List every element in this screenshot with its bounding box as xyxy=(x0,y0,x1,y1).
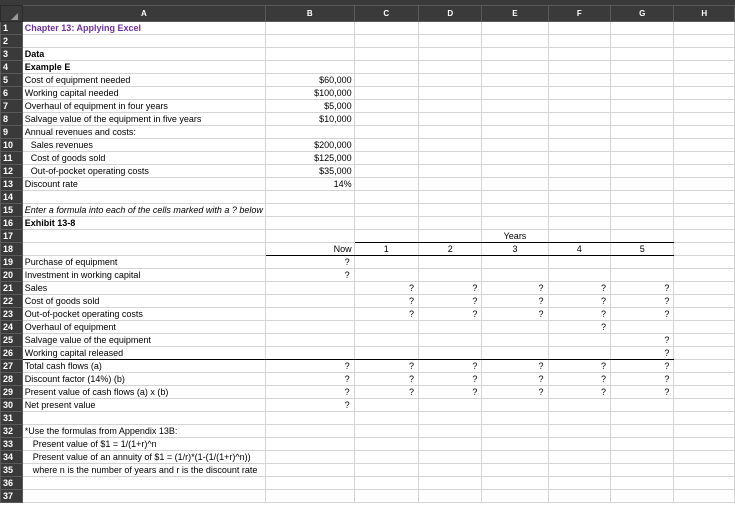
formula-cell[interactable]: ? xyxy=(482,373,548,386)
row-header[interactable]: 6 xyxy=(1,87,23,100)
row-header[interactable]: 33 xyxy=(1,438,23,451)
row-16 xyxy=(1,217,735,230)
spreadsheet-grid xyxy=(0,5,735,503)
formula-cell[interactable]: ? xyxy=(611,347,674,360)
formula-cell[interactable]: ? xyxy=(611,386,674,399)
row-34 xyxy=(1,451,735,464)
row-header[interactable]: 23 xyxy=(1,308,23,321)
line-label[interactable]: Present value of cash flows (a) x (b) xyxy=(22,386,265,399)
row-20 xyxy=(1,269,735,282)
formula-cell[interactable]: ? xyxy=(611,360,674,373)
line-label[interactable]: Salvage value of the equipment xyxy=(22,334,265,347)
data-label[interactable]: Data xyxy=(22,48,265,61)
row-header[interactable]: 17 xyxy=(1,230,23,243)
formula-cell[interactable]: ? xyxy=(265,386,354,399)
example-label[interactable]: Example E xyxy=(22,61,265,74)
line-label[interactable]: Total cash flows (a) xyxy=(22,360,265,373)
row-18 xyxy=(1,243,735,256)
formula-cell[interactable]: ? xyxy=(548,386,610,399)
column-header-d[interactable]: D xyxy=(419,6,482,22)
row-header[interactable]: 2 xyxy=(1,35,23,48)
discount-rate-label[interactable]: Discount rate xyxy=(22,178,265,191)
row-header[interactable]: 34 xyxy=(1,451,23,464)
formula-cell[interactable]: ? xyxy=(419,373,482,386)
year-header-1[interactable]: 1 xyxy=(354,243,418,256)
row-9 xyxy=(1,126,735,139)
line-label[interactable]: Discount factor (14%) (b) xyxy=(22,373,265,386)
formula-cell[interactable]: ? xyxy=(419,308,482,321)
input-value[interactable]: $5,000 xyxy=(265,100,354,113)
note-text[interactable]: Present value of $1 = 1/(1+r)^n xyxy=(22,438,265,451)
row-header[interactable]: 35 xyxy=(1,464,23,477)
formula-cell[interactable]: ? xyxy=(265,373,354,386)
line-label[interactable]: Working capital released xyxy=(22,347,265,360)
row-29 xyxy=(1,386,735,399)
row-header[interactable]: 3 xyxy=(1,48,23,61)
formula-cell[interactable]: ? xyxy=(482,386,548,399)
formula-cell[interactable]: ? xyxy=(354,295,418,308)
row-header[interactable]: 10 xyxy=(1,139,23,152)
row-14 xyxy=(1,191,735,204)
formula-cell[interactable]: ? xyxy=(548,321,610,334)
formula-cell[interactable]: ? xyxy=(548,308,610,321)
row-header[interactable]: 32 xyxy=(1,425,23,438)
now-header[interactable]: Now xyxy=(265,243,354,256)
formula-cell[interactable]: ? xyxy=(548,360,610,373)
formula-cell[interactable]: ? xyxy=(265,399,354,412)
row-header[interactable]: 7 xyxy=(1,100,23,113)
exhibit-label[interactable]: Exhibit 13-8 xyxy=(22,217,265,230)
formula-cell[interactable]: ? xyxy=(265,256,354,269)
row-36 xyxy=(1,477,735,490)
row-30 xyxy=(1,399,735,412)
row-header[interactable]: 14 xyxy=(1,191,23,204)
discount-rate-value[interactable]: 14% xyxy=(265,178,354,191)
formula-cell[interactable]: ? xyxy=(611,334,674,347)
formula-cell[interactable]: ? xyxy=(354,308,418,321)
row-4 xyxy=(1,61,735,74)
input-value[interactable]: $10,000 xyxy=(265,113,354,126)
row-header[interactable]: 5 xyxy=(1,74,23,87)
formula-cell[interactable]: ? xyxy=(354,373,418,386)
row-15 xyxy=(1,204,735,217)
row-25 xyxy=(1,334,735,347)
formula-cell[interactable]: ? xyxy=(419,282,482,295)
formula-cell[interactable]: ? xyxy=(265,360,354,373)
row-header[interactable]: 18 xyxy=(1,243,23,256)
formula-cell[interactable]: ? xyxy=(548,373,610,386)
annual-item-value[interactable]: $125,000 xyxy=(265,152,354,165)
select-all-corner[interactable] xyxy=(1,6,23,22)
row-header[interactable]: 28 xyxy=(1,373,23,386)
formula-cell[interactable]: ? xyxy=(482,360,548,373)
row-10 xyxy=(1,139,735,152)
note-text[interactable]: where n is the number of years and r is the discount rate xyxy=(22,464,265,477)
year-header-5[interactable]: 5 xyxy=(611,243,674,256)
formula-cell[interactable]: ? xyxy=(419,386,482,399)
instruction-text[interactable]: Enter a formula into each of the cells marked with a ? below xyxy=(22,204,265,217)
row-header[interactable]: 22 xyxy=(1,295,23,308)
select-all-icon xyxy=(11,13,18,20)
year-header-3[interactable]: 3 xyxy=(482,243,548,256)
formula-cell[interactable]: ? xyxy=(419,360,482,373)
row-33 xyxy=(1,438,735,451)
row-header[interactable]: 27 xyxy=(1,360,23,373)
row-3 xyxy=(1,48,735,61)
row-27 xyxy=(1,360,735,373)
row-23 xyxy=(1,308,735,321)
line-label[interactable]: Sales xyxy=(22,282,265,295)
line-label[interactable]: Overhaul of equipment xyxy=(22,321,265,334)
formula-cell[interactable]: ? xyxy=(419,295,482,308)
sheet-title[interactable]: Chapter 13: Applying Excel xyxy=(22,22,265,35)
note-text[interactable]: *Use the formulas from Appendix 13B: xyxy=(22,425,265,438)
row-header[interactable]: 8 xyxy=(1,113,23,126)
row-header[interactable]: 29 xyxy=(1,386,23,399)
row-11 xyxy=(1,152,735,165)
row-6 xyxy=(1,87,735,100)
row-header[interactable]: 31 xyxy=(1,412,23,425)
row-header[interactable]: 30 xyxy=(1,399,23,412)
formula-cell[interactable]: ? xyxy=(611,373,674,386)
input-value[interactable]: $60,000 xyxy=(265,74,354,87)
annual-item-value[interactable]: $200,000 xyxy=(265,139,354,152)
input-label[interactable]: Overhaul of equipment in four years xyxy=(22,100,265,113)
row-header[interactable]: 1 xyxy=(1,22,23,35)
column-header-b[interactable]: B xyxy=(265,6,354,22)
row-header[interactable]: 20 xyxy=(1,269,23,282)
row-12 xyxy=(1,165,735,178)
column-header-f[interactable]: F xyxy=(548,6,610,22)
row-header[interactable]: 9 xyxy=(1,126,23,139)
row-21 xyxy=(1,282,735,295)
row-header[interactable]: 37 xyxy=(1,490,23,503)
formula-cell[interactable]: ? xyxy=(354,360,418,373)
row-header[interactable]: 19 xyxy=(1,256,23,269)
row-8 xyxy=(1,113,735,126)
input-label[interactable]: Cost of equipment needed xyxy=(22,74,265,87)
row-header[interactable]: 25 xyxy=(1,334,23,347)
row-24 xyxy=(1,321,735,334)
input-value[interactable]: $100,000 xyxy=(265,87,354,100)
annual-item-value[interactable]: $35,000 xyxy=(265,165,354,178)
formula-cell[interactable]: ? xyxy=(265,269,354,282)
row-32 xyxy=(1,425,735,438)
row-37 xyxy=(1,490,735,503)
row-header[interactable]: 12 xyxy=(1,165,23,178)
line-label[interactable]: Out-of-pocket operating costs xyxy=(22,308,265,321)
column-header-row xyxy=(1,6,735,22)
formula-cell[interactable]: ? xyxy=(611,308,674,321)
column-header-e[interactable]: E xyxy=(482,6,548,22)
row-header[interactable]: 4 xyxy=(1,61,23,74)
year-header-2[interactable]: 2 xyxy=(419,243,482,256)
input-label[interactable]: Salvage value of the equipment in five years xyxy=(22,113,265,126)
formula-cell[interactable]: ? xyxy=(611,295,674,308)
row-26 xyxy=(1,347,735,360)
row-17 xyxy=(1,230,735,243)
line-label[interactable]: Cost of goods sold xyxy=(22,295,265,308)
row-header[interactable]: 36 xyxy=(1,477,23,490)
formula-cell[interactable]: ? xyxy=(548,295,610,308)
row-header[interactable]: 13 xyxy=(1,178,23,191)
line-label[interactable]: Purchase of equipment xyxy=(22,256,265,269)
column-header-a[interactable]: A xyxy=(22,6,265,22)
column-header-h[interactable]: H xyxy=(674,6,735,22)
row-28 xyxy=(1,373,735,386)
input-label[interactable]: Working capital needed xyxy=(22,87,265,100)
row-2 xyxy=(1,35,735,48)
row-13 xyxy=(1,178,735,191)
year-header-4[interactable]: 4 xyxy=(548,243,610,256)
column-header-g[interactable]: G xyxy=(611,6,674,22)
row-header[interactable]: 26 xyxy=(1,347,23,360)
line-label[interactable]: Investment in working capital xyxy=(22,269,265,282)
formula-cell[interactable]: ? xyxy=(482,295,548,308)
row-header[interactable]: 15 xyxy=(1,204,23,217)
row-31 xyxy=(1,412,735,425)
years-label[interactable]: Years xyxy=(482,230,548,243)
row-header[interactable]: 21 xyxy=(1,282,23,295)
annual-item-label[interactable]: Out-of-pocket operating costs xyxy=(22,165,265,178)
formula-cell[interactable]: ? xyxy=(611,282,674,295)
formula-cell[interactable]: ? xyxy=(482,308,548,321)
row-header[interactable]: 16 xyxy=(1,217,23,230)
line-label[interactable]: Net present value xyxy=(22,399,265,412)
row-19 xyxy=(1,256,735,269)
row-header[interactable]: 11 xyxy=(1,152,23,165)
annual-item-label[interactable]: Cost of goods sold xyxy=(22,152,265,165)
annual-item-label[interactable]: Sales revenues xyxy=(22,139,265,152)
row-header[interactable]: 24 xyxy=(1,321,23,334)
row-5 xyxy=(1,74,735,87)
row-35 xyxy=(1,464,735,477)
row-7 xyxy=(1,100,735,113)
formula-cell[interactable]: ? xyxy=(548,282,610,295)
column-header-c[interactable]: C xyxy=(354,6,418,22)
annual-label[interactable]: Annual revenues and costs: xyxy=(22,126,265,139)
note-text[interactable]: Present value of an annuity of $1 = (1/r)*(1-(1/(1+r)^n)) xyxy=(22,451,265,464)
row-1 xyxy=(1,22,735,35)
formula-cell[interactable]: ? xyxy=(354,282,418,295)
row-22 xyxy=(1,295,735,308)
formula-cell[interactable]: ? xyxy=(354,386,418,399)
formula-cell[interactable]: ? xyxy=(482,282,548,295)
